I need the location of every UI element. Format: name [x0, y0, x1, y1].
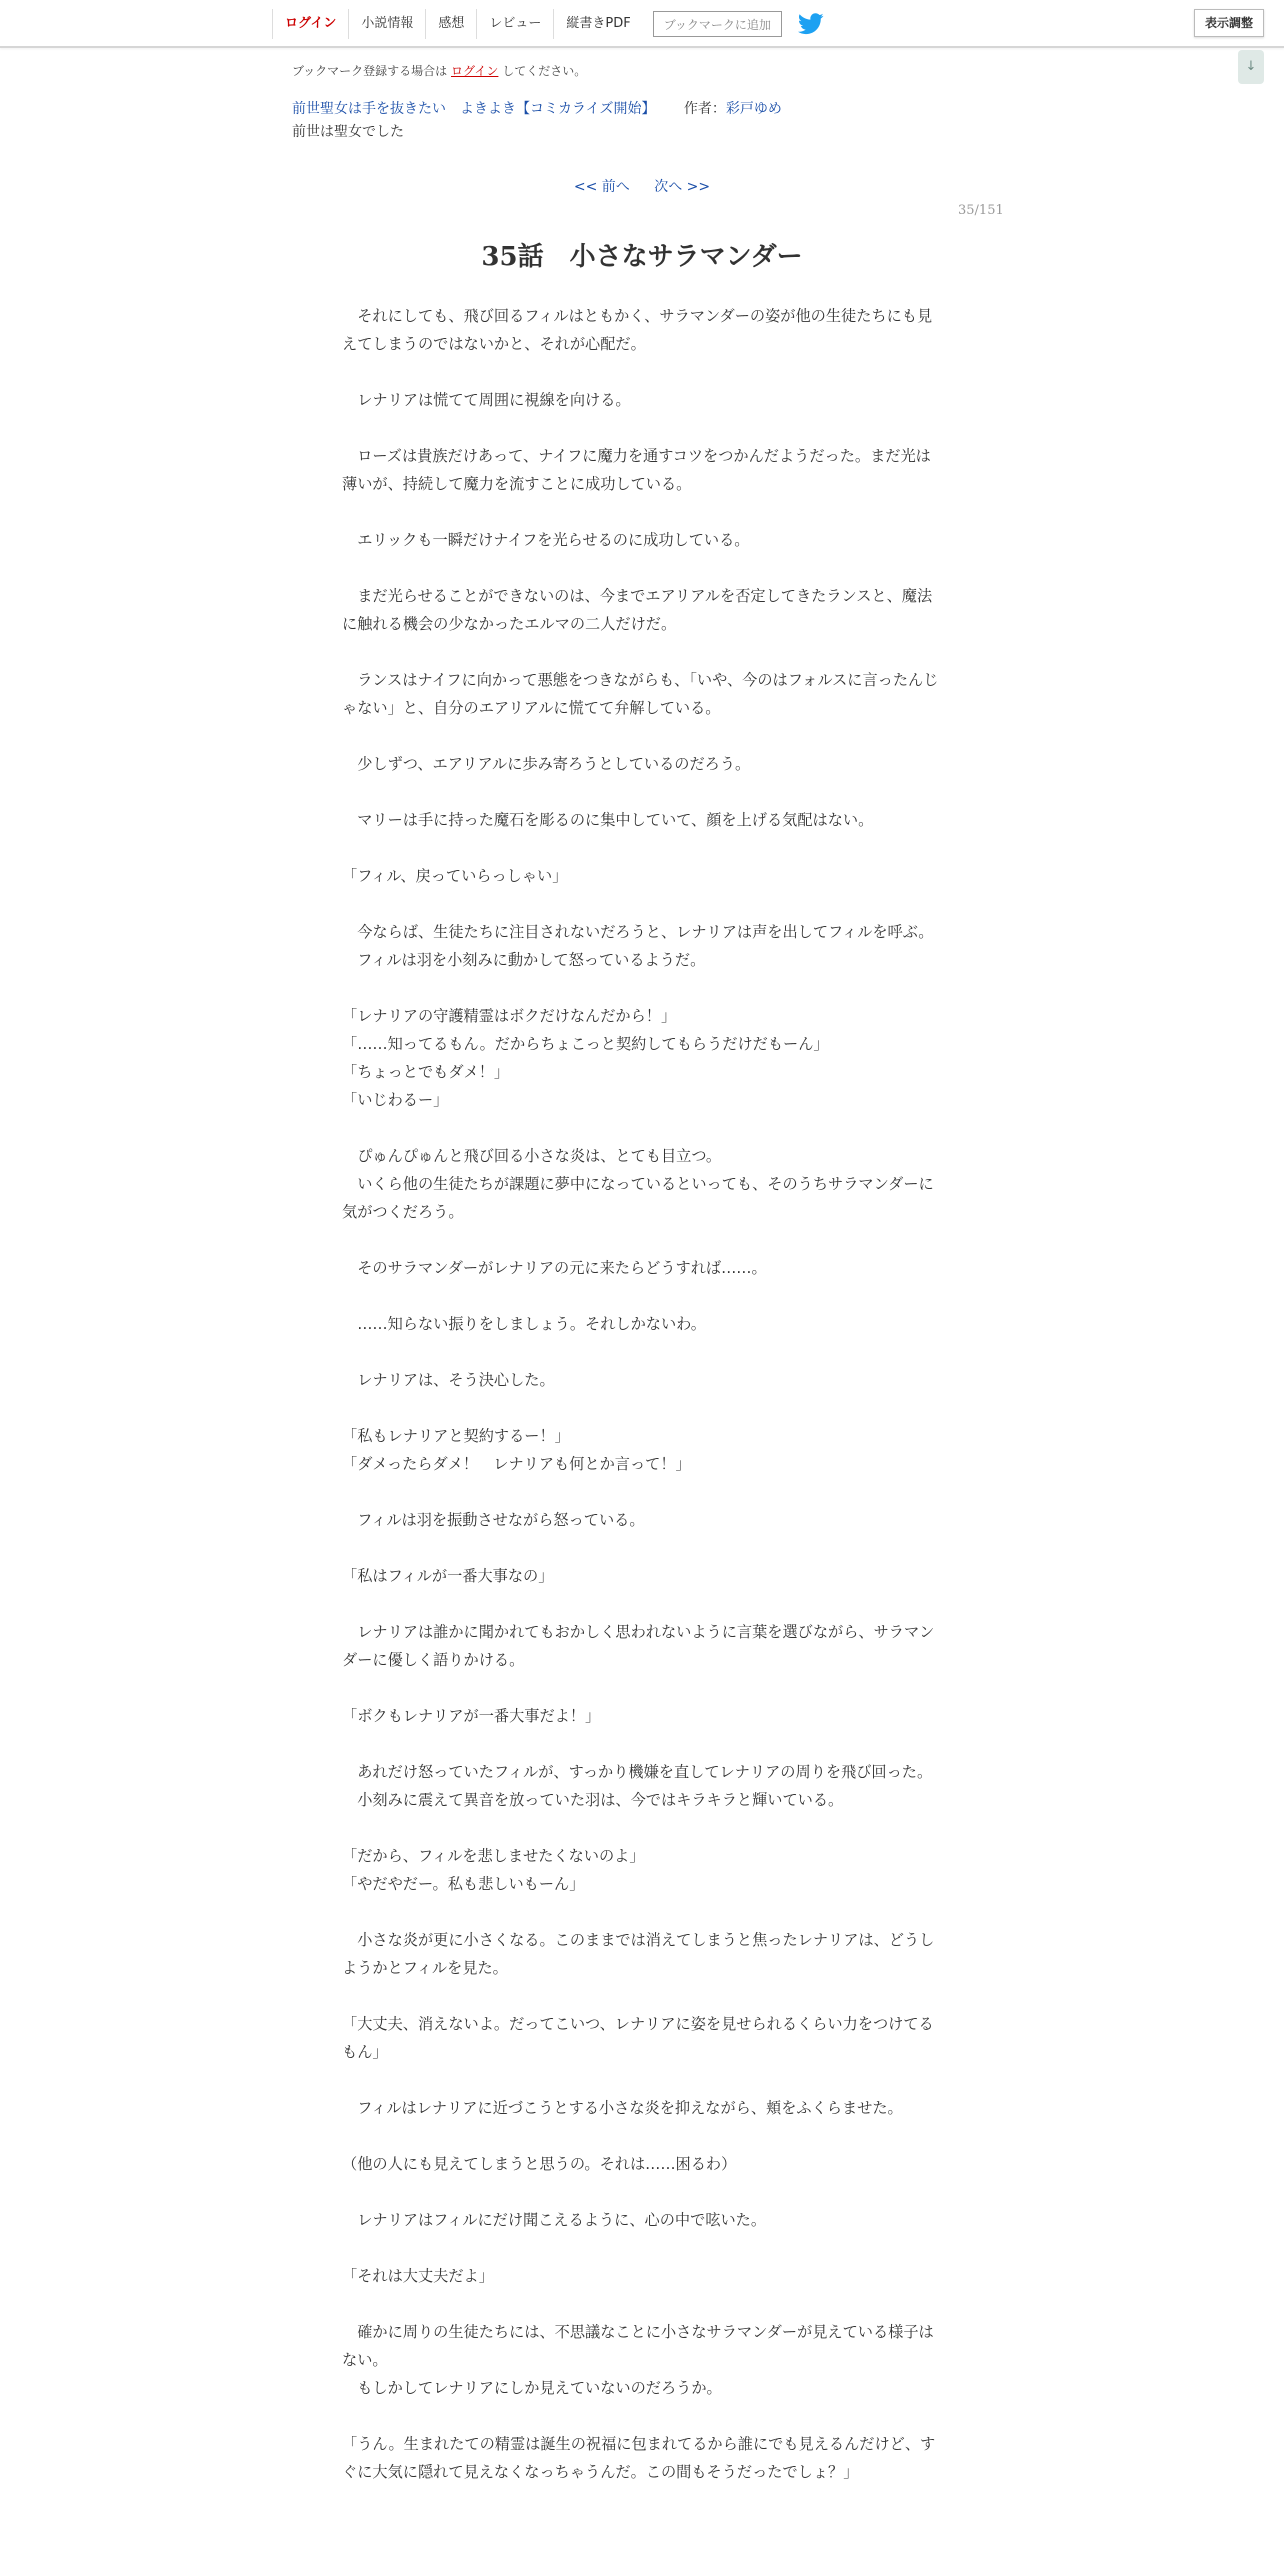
body-paragraph: 「大丈夫、消えないよ。だってこいつ、レナリアに姿を見せられるくらい力をつけてるもん」	[342, 2015, 934, 2061]
blank-line	[342, 498, 942, 526]
body-paragraph: 「レナリアの守護精霊はボクだけなんだから！」	[342, 1007, 677, 1025]
body-paragraph: 「うん。生まれたての精霊は誕生の祝福に包まれてるから誰にでも見えるんだけど、すぐに大気に隠れて見えなくなっちゃうんだ。この間もそうだったでしょ？」	[342, 2435, 936, 2481]
blank-line	[342, 554, 942, 582]
blank-line	[342, 1338, 942, 1366]
body-paragraph: 「ダメったらダメ！ レナリアも何とか言って！」	[342, 1455, 691, 1473]
next-page-link[interactable]: 次へ >>	[654, 179, 711, 195]
blank-line	[342, 974, 942, 1002]
author-name-link[interactable]: 彩戸ゆめ	[725, 101, 782, 117]
blank-line	[342, 1114, 942, 1142]
nav-login-link[interactable]: ログイン	[272, 9, 348, 39]
body-paragraph: フィルはレナリアに近づこうとする小さな炎を抑えながら、頬をふくらませた。	[342, 2099, 903, 2117]
scroll-down-button[interactable]: ↓	[1238, 50, 1264, 84]
blank-line	[342, 1282, 942, 1310]
blank-line	[342, 1814, 942, 1842]
novel-body	[342, 302, 942, 2486]
blank-line	[342, 1730, 942, 1758]
twitter-icon[interactable]	[798, 13, 824, 35]
blank-line	[342, 834, 942, 862]
body-paragraph: ローズは貴族だけあって、ナイフに魔力を通すコツをつかんだようだった。まだ光は薄いが、持続して魔力を流すことに成功している。	[342, 447, 931, 493]
body-paragraph: レナリアは、そう決心した。	[342, 1371, 555, 1389]
body-paragraph: 小さな炎が更に小さくなる。このままでは消えてしまうと焦ったレナリアは、どうしようかとフィルを見た。	[342, 1931, 935, 1977]
body-paragraph: レナリアはフィルにだけ聞こえるように、心の中で呟いた。	[342, 2211, 767, 2229]
blank-line	[342, 1982, 942, 2010]
blank-line	[342, 1226, 942, 1254]
nav-novel-info-link[interactable]: 小説情報	[348, 9, 425, 39]
blank-line	[342, 2066, 942, 2094]
nav-vertical-pdf-link[interactable]: 縦書きPDF	[553, 9, 642, 39]
body-paragraph: 「フィル、戻っていらっしゃい」	[342, 867, 568, 885]
login-note	[292, 62, 586, 79]
blank-line	[342, 1394, 942, 1422]
blank-line	[342, 1674, 942, 1702]
body-paragraph: 「……知ってるもん。だからちょこっと契約してもらうだけだもーん」	[342, 1035, 829, 1053]
body-paragraph: フィルは羽を小刻みに動かして怒っているようだ。	[342, 951, 706, 969]
prev-page-link[interactable]: << 前へ	[573, 179, 630, 195]
body-paragraph: 「ボクもレナリアが一番大事だよ！」	[342, 1707, 601, 1725]
top-navigation-bar	[0, 0, 1284, 48]
body-paragraph: レナリアは慌てて周囲に視線を向ける。	[342, 391, 631, 409]
body-paragraph: いくら他の生徒たちが課題に夢中になっているといっても、そのうちサラマンダーに気がつくだろう。	[342, 1175, 934, 1221]
page-count: 35/151	[958, 203, 1004, 218]
pager	[0, 176, 1284, 196]
body-paragraph: （他の人にも見えてしまうと思うの。それは……困るわ）	[342, 2155, 737, 2173]
body-paragraph: 小刻みに震えて異音を放っていた羽は、今ではキラキラと輝いている。	[342, 1791, 844, 1809]
blank-line	[342, 2290, 942, 2318]
blank-line	[342, 1590, 942, 1618]
body-paragraph: エリックも一瞬だけナイフを光らせるのに成功している。	[342, 531, 750, 549]
body-paragraph: 「いじわるー」	[342, 1091, 449, 1109]
blank-line	[342, 638, 942, 666]
main-nav	[272, 9, 824, 39]
body-paragraph: 今ならば、生徒たちに注目されないだろうと、レナリアは声を出してフィルを呼ぶ。	[342, 923, 934, 941]
blank-line	[342, 2178, 942, 2206]
body-paragraph: フィルは羽を振動させながら怒っている。	[342, 1511, 645, 1529]
series-line	[292, 98, 782, 118]
display-adjust-button[interactable]: 表示調整	[1194, 9, 1264, 37]
body-paragraph: そのサラマンダーがレナリアの元に来たらどうすれば……。	[342, 1259, 767, 1277]
body-paragraph: 「だから、フィルを悲しませたくないのよ」	[342, 1847, 645, 1865]
body-paragraph: 「それは大丈夫だよ」	[342, 2267, 494, 2285]
body-paragraph: 少しずつ、エアリアルに歩み寄ろうとしているのだろう。	[342, 755, 751, 773]
body-paragraph: ……知らない振りをしましょう。それしかないわ。	[342, 1315, 706, 1333]
body-paragraph: ぴゅんぴゅんと飛び回る小さな炎は、とても目立つ。	[342, 1147, 722, 1165]
body-paragraph: 「私もレナリアと契約するー！」	[342, 1427, 570, 1445]
blank-line	[342, 1898, 942, 1926]
series-title-link[interactable]: 前世聖女は手を抜きたい よきよき【コミカライズ開始】	[292, 101, 656, 117]
blank-line	[342, 890, 942, 918]
blank-line	[342, 1534, 942, 1562]
body-paragraph: 「ちょっとでもダメ！」	[342, 1063, 510, 1081]
blank-line	[342, 2234, 942, 2262]
body-paragraph: あれだけ怒っていたフィルが、すっかり機嫌を直してレナリアの周りを飛び回った。	[342, 1763, 933, 1781]
add-bookmark-button[interactable]: ブックマークに追加	[653, 11, 782, 37]
nav-review-link[interactable]: レビュー	[476, 9, 553, 39]
body-paragraph: 「私はフィルが一番大事なの」	[342, 1567, 554, 1585]
episode-title: 35話 小さなサラマンダー	[481, 242, 803, 272]
blank-line	[342, 414, 942, 442]
nav-impressions-link[interactable]: 感想	[425, 9, 476, 39]
body-paragraph: ランスはナイフに向かって悪態をつきながらも、「いや、今のはフォルスに言ったんじゃない」と、自分のエアリアルに慌てて弁解している。	[342, 671, 939, 717]
body-paragraph: それにしても、飛び回るフィルはともかく、サラマンダーの姿が他の生徒たちにも見えてしまうのではないかと、それが心配だ。	[342, 307, 933, 353]
body-paragraph: もしかしてレナリアにしか見えていないのだろうか。	[342, 2379, 722, 2397]
body-paragraph: まだ光らせることができないのは、今までエアリアルを否定してきたランスと、魔法に触れる機会の少なかったエルマの二人だけだ。	[342, 587, 933, 633]
blank-line	[342, 778, 942, 806]
body-paragraph: レナリアは誰かに聞かれてもおかしく思われないように言葉を選びながら、サラマンダーに優しく語りかける。	[342, 1623, 935, 1669]
login-note-suffix: してください。	[502, 64, 587, 78]
blank-line	[342, 722, 942, 750]
blank-line	[342, 1478, 942, 1506]
author-label: 作者：	[683, 101, 726, 117]
chapter-group-title: 前世は聖女でした	[292, 124, 404, 140]
login-note-link[interactable]: ログイン	[451, 64, 499, 78]
login-note-prefix: ブックマーク登録する場合は	[292, 64, 448, 78]
body-paragraph: マリーは手に持った魔石を彫るのに集中していて、顔を上げる気配はない。	[342, 811, 874, 829]
blank-line	[342, 358, 942, 386]
blank-line	[342, 2402, 942, 2430]
body-paragraph: 「やだやだー。私も悲しいもーん」	[342, 1875, 585, 1893]
blank-line	[342, 2122, 942, 2150]
body-paragraph: 確かに周りの生徒たちには、不思議なことに小さなサラマンダーが見えている様子はない。	[342, 2323, 934, 2369]
